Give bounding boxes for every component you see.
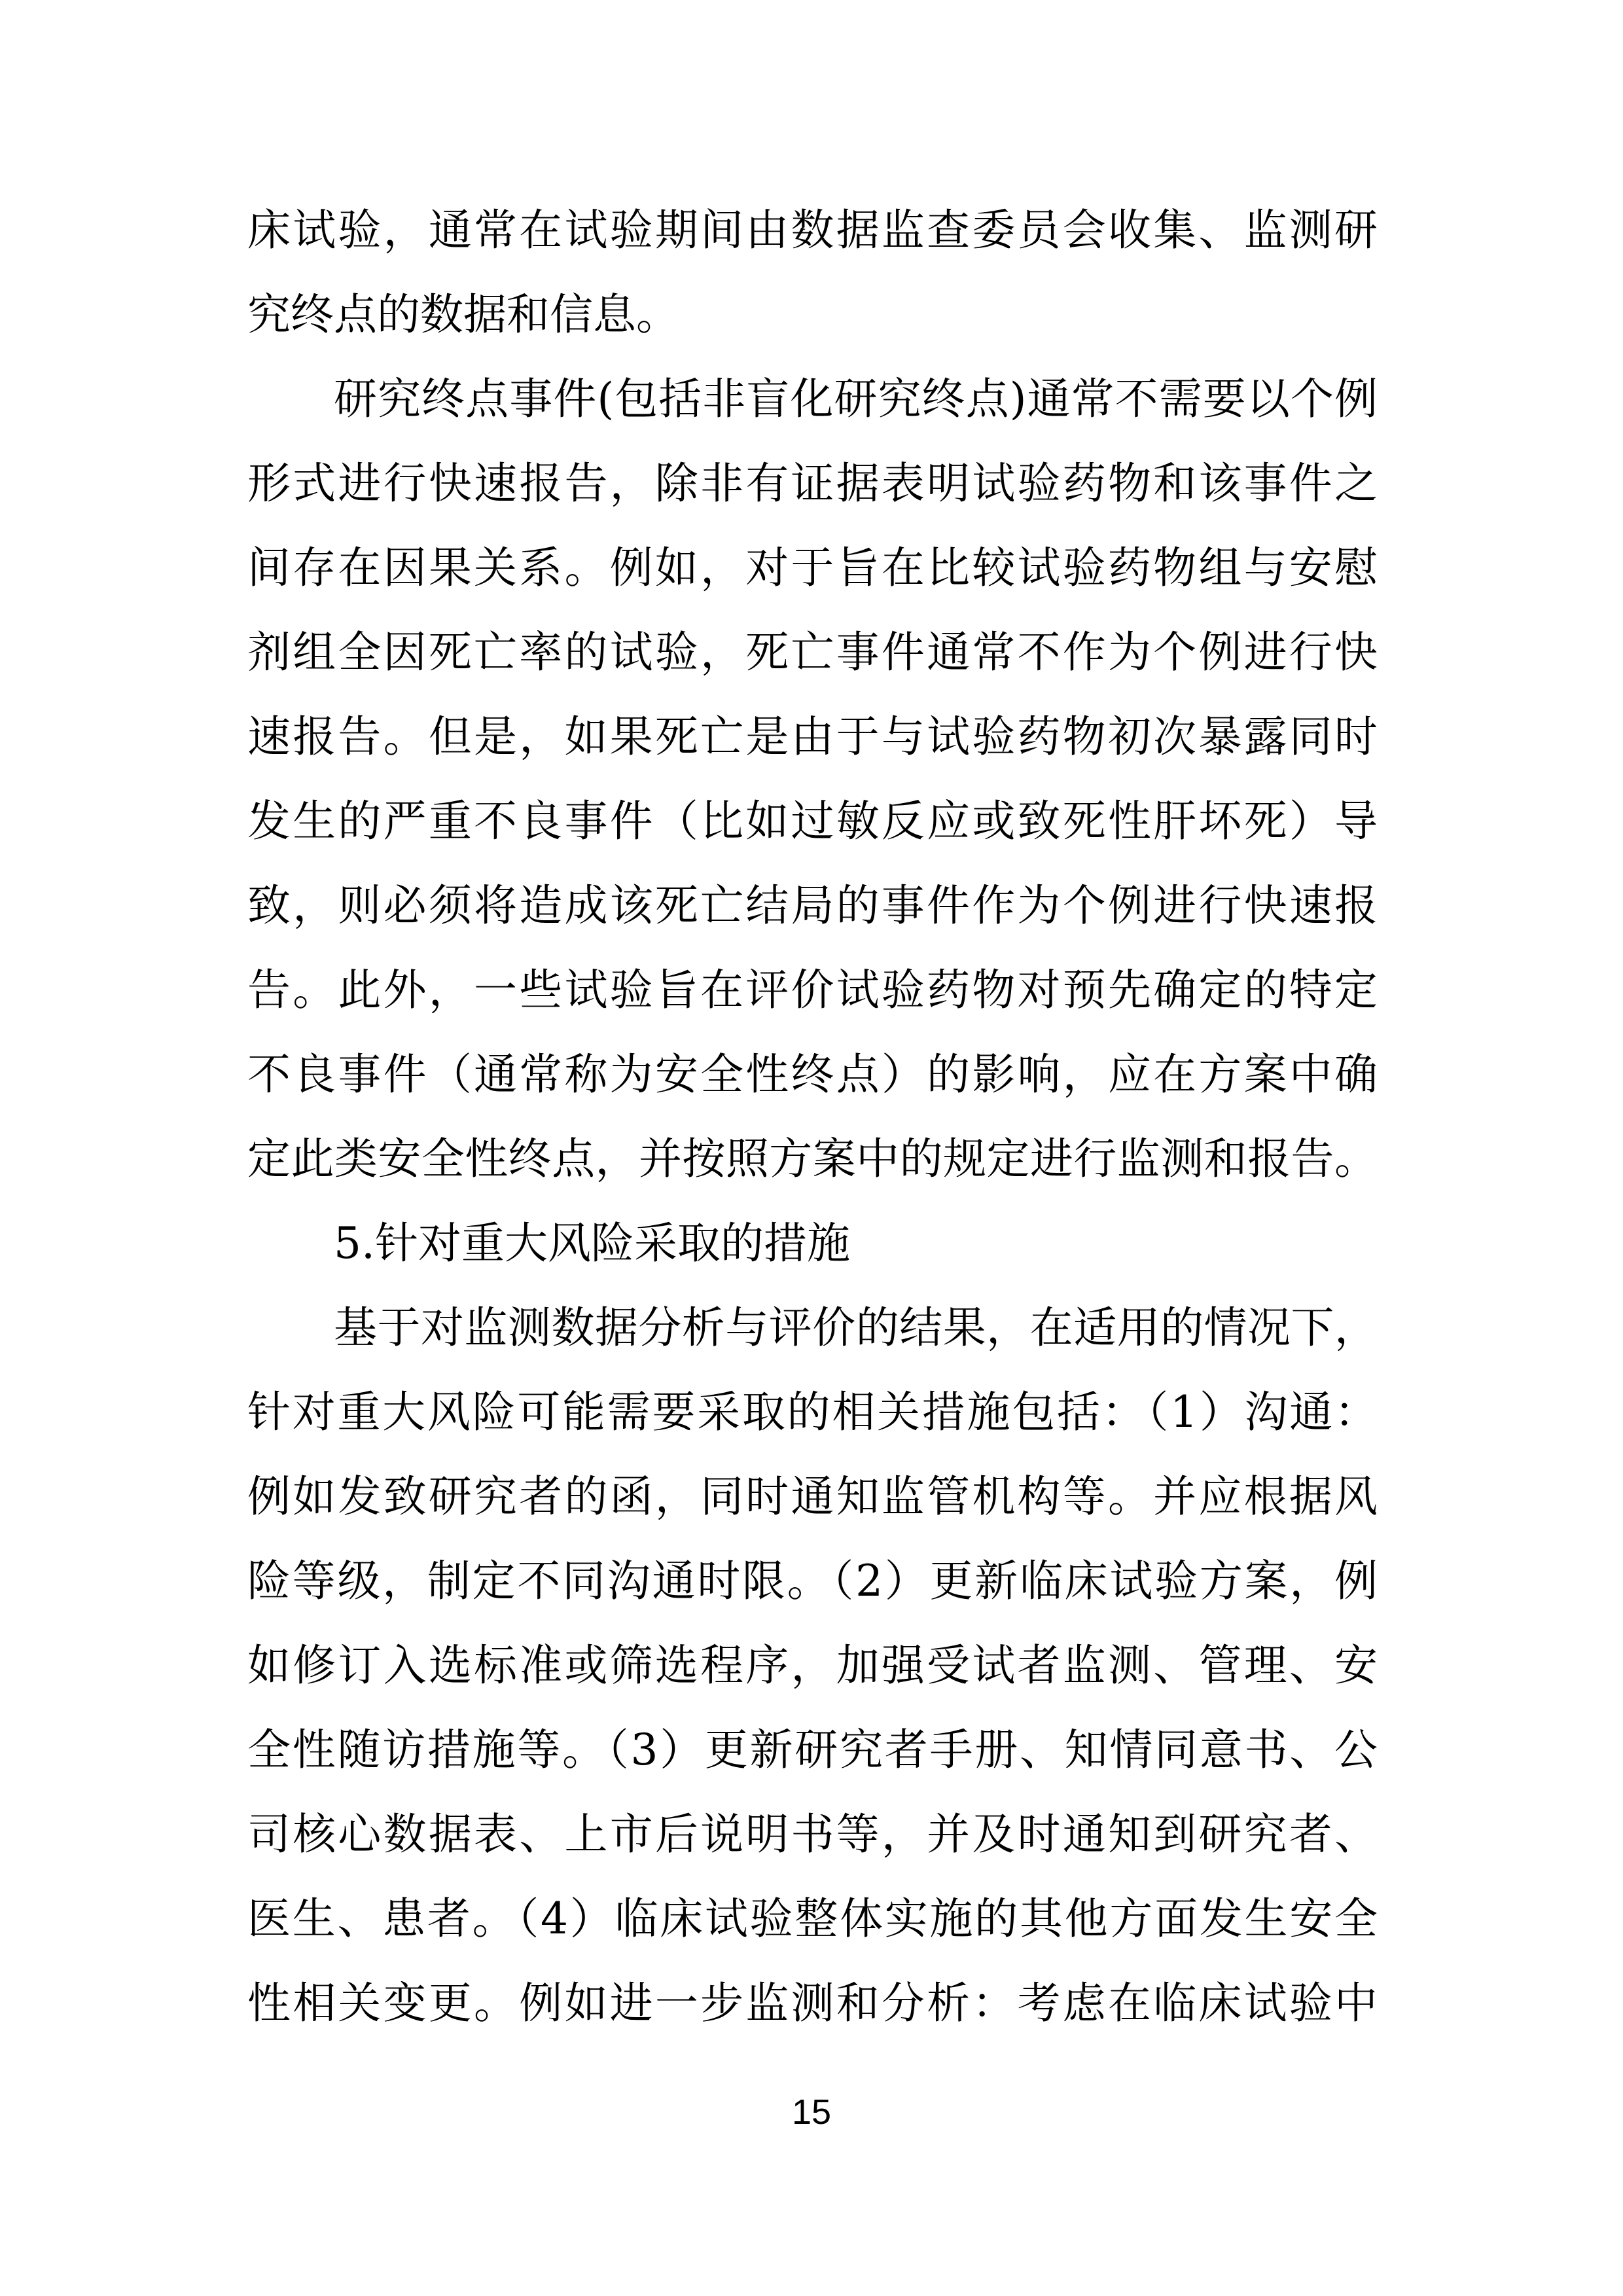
text-line: 针对重大风险可能需要采取的相关措施包括：（1）沟通：	[247, 1387, 1378, 1437]
text-line: 间存在因果关系。例如，对于旨在比较试验药物组与安慰	[247, 543, 1378, 593]
text-line: 定此类安全性终点，并按照方案中的规定进行监测和报告。	[247, 1134, 1378, 1184]
text-line: 形式进行快速报告，除非有证据表明试验药物和该事件之	[247, 458, 1378, 509]
text-line: 速报告。但是，如果死亡是由于与试验药物初次暴露同时	[247, 711, 1378, 762]
text-line: 告。此外，一些试验旨在评价试验药物对预先确定的特定	[247, 965, 1378, 1015]
page-number: 15	[791, 2092, 832, 2132]
text-line: 研究终点事件(包括非盲化研究终点)通常不需要以个例	[334, 374, 1378, 424]
text-line: 全性随访措施等。（3）更新研究者手册、知情同意书、公	[247, 1725, 1378, 1775]
text-line: 性相关变更。例如进一步监测和分析：考虑在临床试验中	[247, 1978, 1378, 2028]
text-line: 究终点的数据和信息。	[247, 289, 679, 340]
text-line: 司核心数据表、上市后说明书等，并及时通知到研究者、	[247, 1809, 1378, 1859]
text-line: 不良事件（通常称为安全性终点）的影响，应在方案中确	[247, 1049, 1378, 1100]
text-line: 剂组全因死亡率的试验，死亡事件通常不作为个例进行快	[247, 627, 1378, 677]
text-line: 如修订入选标准或筛选程序，加强受试者监测、管理、安	[247, 1640, 1378, 1691]
text-line: 险等级，制定不同沟通时限。（2）更新临床试验方案，例	[247, 1556, 1378, 1606]
text-line: 致，则必须将造成该死亡结局的事件作为个例进行快速报	[247, 880, 1378, 931]
text-line: 发生的严重不良事件（比如过敏反应或致死性肝坏死）导	[247, 796, 1378, 846]
text-line: 基于对监测数据分析与评价的结果，在适用的情况下，	[334, 1302, 1378, 1353]
section-heading: 5.针对重大风险采取的措施	[334, 1218, 850, 1268]
text-line: 床试验，通常在试验期间由数据监查委员会收集、监测研	[247, 205, 1378, 255]
text-line: 医生、患者。（4）临床试验整体实施的其他方面发生安全	[247, 1893, 1378, 1944]
text-line: 例如发致研究者的函，同时通知监管机构等。并应根据风	[247, 1471, 1378, 1522]
